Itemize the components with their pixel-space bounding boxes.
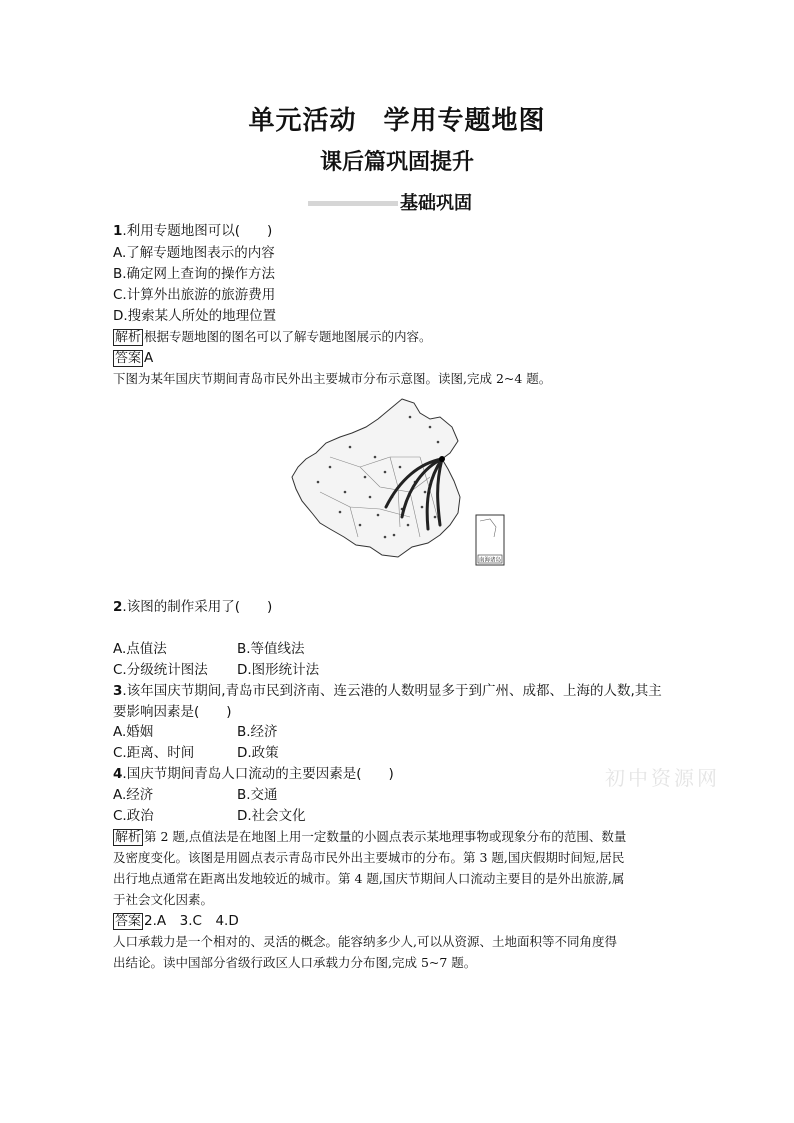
q1-stem <box>113 221 272 241</box>
q1-analysis-text: 根据专题地图的图名可以了解专题地图展示的内容。 <box>144 329 432 344</box>
q1-number: 1 <box>113 223 123 239</box>
q2-number: 2 <box>113 599 123 615</box>
q2-option-c: C.分级统计图法 <box>113 662 208 678</box>
q3-stem-line2: 要影响因素是( ) <box>113 704 232 720</box>
page-subtitle: 课后篇巩固提升 <box>319 149 474 175</box>
q1-analysis-tag: 解析 <box>115 330 142 345</box>
answer-2-4 <box>113 911 239 931</box>
q1-answer <box>113 348 153 368</box>
q3-options-row2 <box>113 743 413 763</box>
q3-stem-text: .该年国庆节期间,青岛市民到济南、连云港的人数明显多于到广州、成都、上海的人数,其主 <box>122 683 662 699</box>
q2-stem <box>113 597 272 617</box>
section-decoration-bar <box>308 201 398 206</box>
q1-answer-tag: 答案 <box>115 351 142 366</box>
answer-2-4-tag: 答案 <box>115 914 142 929</box>
page-title: 单元活动 学用专题地图 <box>248 106 546 136</box>
q1-answer-text: A <box>144 350 154 366</box>
q4-number: 4 <box>113 766 123 782</box>
q1-option-a: A.了解专题地图表示的内容 <box>113 245 275 261</box>
intro-2-4: 下图为某年国庆节期间青岛市民外出主要城市分布示意图。读图,完成 2~4 题。 <box>113 371 552 386</box>
q4-option-d: D.社会文化 <box>237 808 306 824</box>
q4-stem-text: .国庆节期间青岛人口流动的主要因素是( ) <box>122 766 394 782</box>
watermark: 初中资源网 <box>605 766 720 790</box>
q2-option-b: B.等值线法 <box>237 641 305 657</box>
china-outline <box>292 399 460 557</box>
q1-analysis <box>113 327 432 347</box>
analysis-2-4-text1: 第 2 题,点值法是在地图上用一定数量的小圆点表示某地理事物或现象分布的范围、数量 <box>144 829 627 844</box>
q2-stem-text: .该图的制作采用了( ) <box>122 599 273 615</box>
q4-options-row2 <box>113 806 413 826</box>
q3-stem-line1 <box>113 681 662 701</box>
q3-options-row1 <box>113 722 413 742</box>
q3-option-a: A.婚姻 <box>113 724 154 740</box>
q1-option-b: B.确定网上查询的操作方法 <box>113 266 276 282</box>
analysis-2-4-line3: 出行地点通常在距离出发地较近的城市。第 4 题,国庆节期间人口流动主要目的是外出旅游,属 <box>113 871 625 886</box>
intro-5-7-line1: 人口承载力是一个相对的、灵活的概念。能容纳多少人,可以从资源、土地面积等不同角度得 <box>113 934 617 949</box>
analysis-2-4-line4: 于社会文化因素。 <box>113 892 214 907</box>
q4-option-b: B.交通 <box>237 787 278 803</box>
q2-option-a: A.点值法 <box>113 641 167 657</box>
china-map-figure <box>290 397 505 572</box>
china-map-svg <box>290 397 505 572</box>
q3-option-c: C.距离、时间 <box>113 745 195 761</box>
q4-option-a: A.经济 <box>113 787 154 803</box>
q4-stem <box>113 764 394 784</box>
analysis-2-4-tag: 解析 <box>115 830 142 845</box>
q3-number: 3 <box>113 683 123 699</box>
q1-option-d: D.搜索某人所处的地理位置 <box>113 308 277 324</box>
q2-options-row1 <box>113 639 413 659</box>
intro-5-7-line2: 出结论。读中国部分省级行政区人口承载力分布图,完成 5~7 题。 <box>113 955 477 970</box>
q2-option-d: D.图形统计法 <box>237 662 320 678</box>
q1-stem-text: .利用专题地图可以( ) <box>122 223 273 239</box>
q1-option-c: C.计算外出旅游的旅游费用 <box>113 287 276 303</box>
analysis-2-4-line1 <box>113 827 626 847</box>
qingdao-marker <box>439 456 445 462</box>
nanhai-inset-label: 南海诸岛 <box>478 557 502 564</box>
q2-options-row2 <box>113 660 413 680</box>
q3-option-b: B.经济 <box>237 724 278 740</box>
q4-options-row1 <box>113 785 413 805</box>
q3-option-d: D.政策 <box>237 745 279 761</box>
q4-option-c: C.政治 <box>113 808 154 824</box>
section-heading: 基础巩固 <box>400 193 472 214</box>
answer-2-4-text: 2.A 3.C 4.D <box>144 913 239 929</box>
analysis-2-4-line2: 及密度变化。该图是用圆点表示青岛市民外出主要城市的分布。第 3 题,国庆假期时间短,居民 <box>113 850 625 865</box>
